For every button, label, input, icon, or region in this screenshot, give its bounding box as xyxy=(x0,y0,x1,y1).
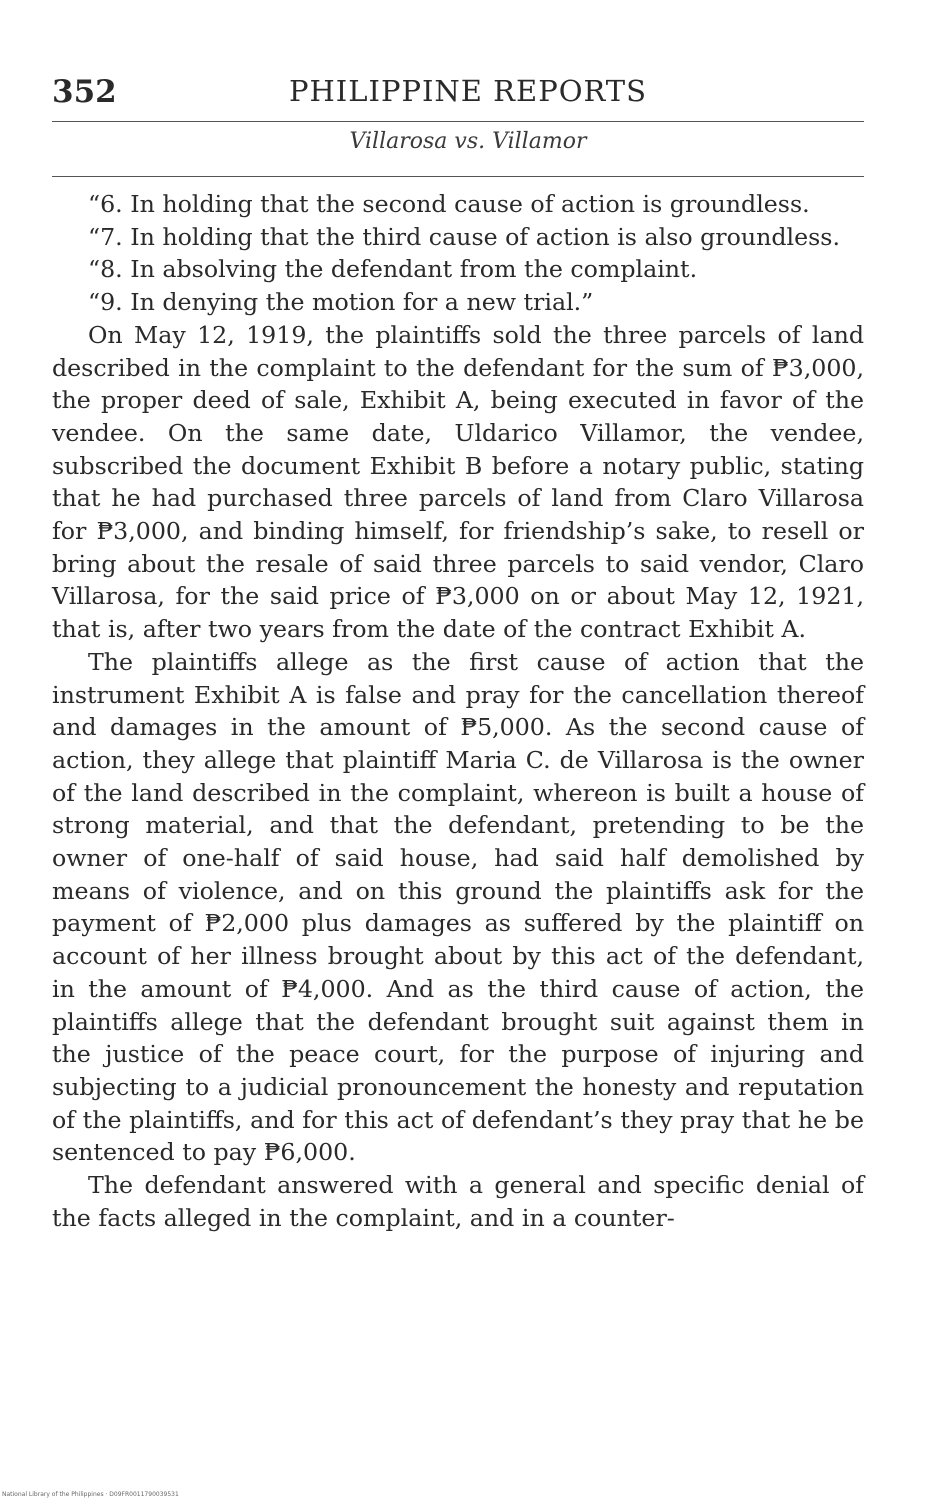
header-rule-bottom xyxy=(52,176,864,177)
facts-paragraph: On May 12, 1919, the plaintiffs sold the three parcels of land described in the complaint to the defendant for the sum of ₱3,000, the proper deed of sale, Exhibit A, being executed in favor of the vendee. On the same date, Uldarico Villamor, the vendee, subscribed the document Exhibit B before a notary public, stating that he had purchased three parcels of land from Claro Villarosa for ₱3,000, and binding himself, for friendship’s sake, to resell or bring about the resale of said three parcels to said vendor, Claro Villarosa, for the said price of ₱3,000 on or about May 12, 1921, that is, after two years from the date of the contract Exhibit A. xyxy=(52,320,864,644)
running-head: PHILIPPINE REPORTS xyxy=(288,74,648,108)
header-rule-top xyxy=(52,121,864,122)
assignment-of-error-6: “6. In holding that the second cause of action is groundless. xyxy=(88,190,810,218)
page-number: 352 xyxy=(52,74,117,110)
assignment-of-error-8: “8. In absolving the defendant from the complaint. xyxy=(88,255,698,284)
scan-footer-note: National Library of the Philippines · D09FR0011790039531 xyxy=(2,1491,179,1498)
assignment-of-error-7: “7. In holding that the third cause of action is also groundless. xyxy=(88,222,840,251)
defendant-answer-paragraph: The defendant answered with a general and specific denial of the facts alleged in the complaint, and in a counter- xyxy=(52,1171,864,1232)
causes-of-action-paragraph: The plaintiffs allege as the first cause of action that the instrument Exhibit A is false and pray for the cancellation thereof and damages in the amount of ₱5,000. As the second cause of action, they allege that plaintiff Maria C. de Villarosa is the owner of the land described in the complaint, whereon is built a house of strong material, and that the defendant, pretending to be the owner of one-half of said house, had said half demolished by means of violence, and on this ground the plaintiffs ask for the payment of ₱2,000 plus damages as suffered by the plaintiff on account of her illness brought about by this act of the defendant, in the amount of ₱4,000. And as the third cause of action, the plaintiffs allege that the defendant brought suit against them in the justice of the peace court, for the purpose of injuring and subjecting to a judicial pronouncement the honesty and reputation of the plaintiffs, and for this act of defendant’s they pray that he be sentenced to pay ₱6,000. xyxy=(52,647,864,1167)
assignment-of-error-9: “9. In denying the motion for a new trial.” xyxy=(88,288,594,317)
case-title: Villarosa vs. Villamor xyxy=(349,129,587,154)
body-text xyxy=(52,188,864,1235)
